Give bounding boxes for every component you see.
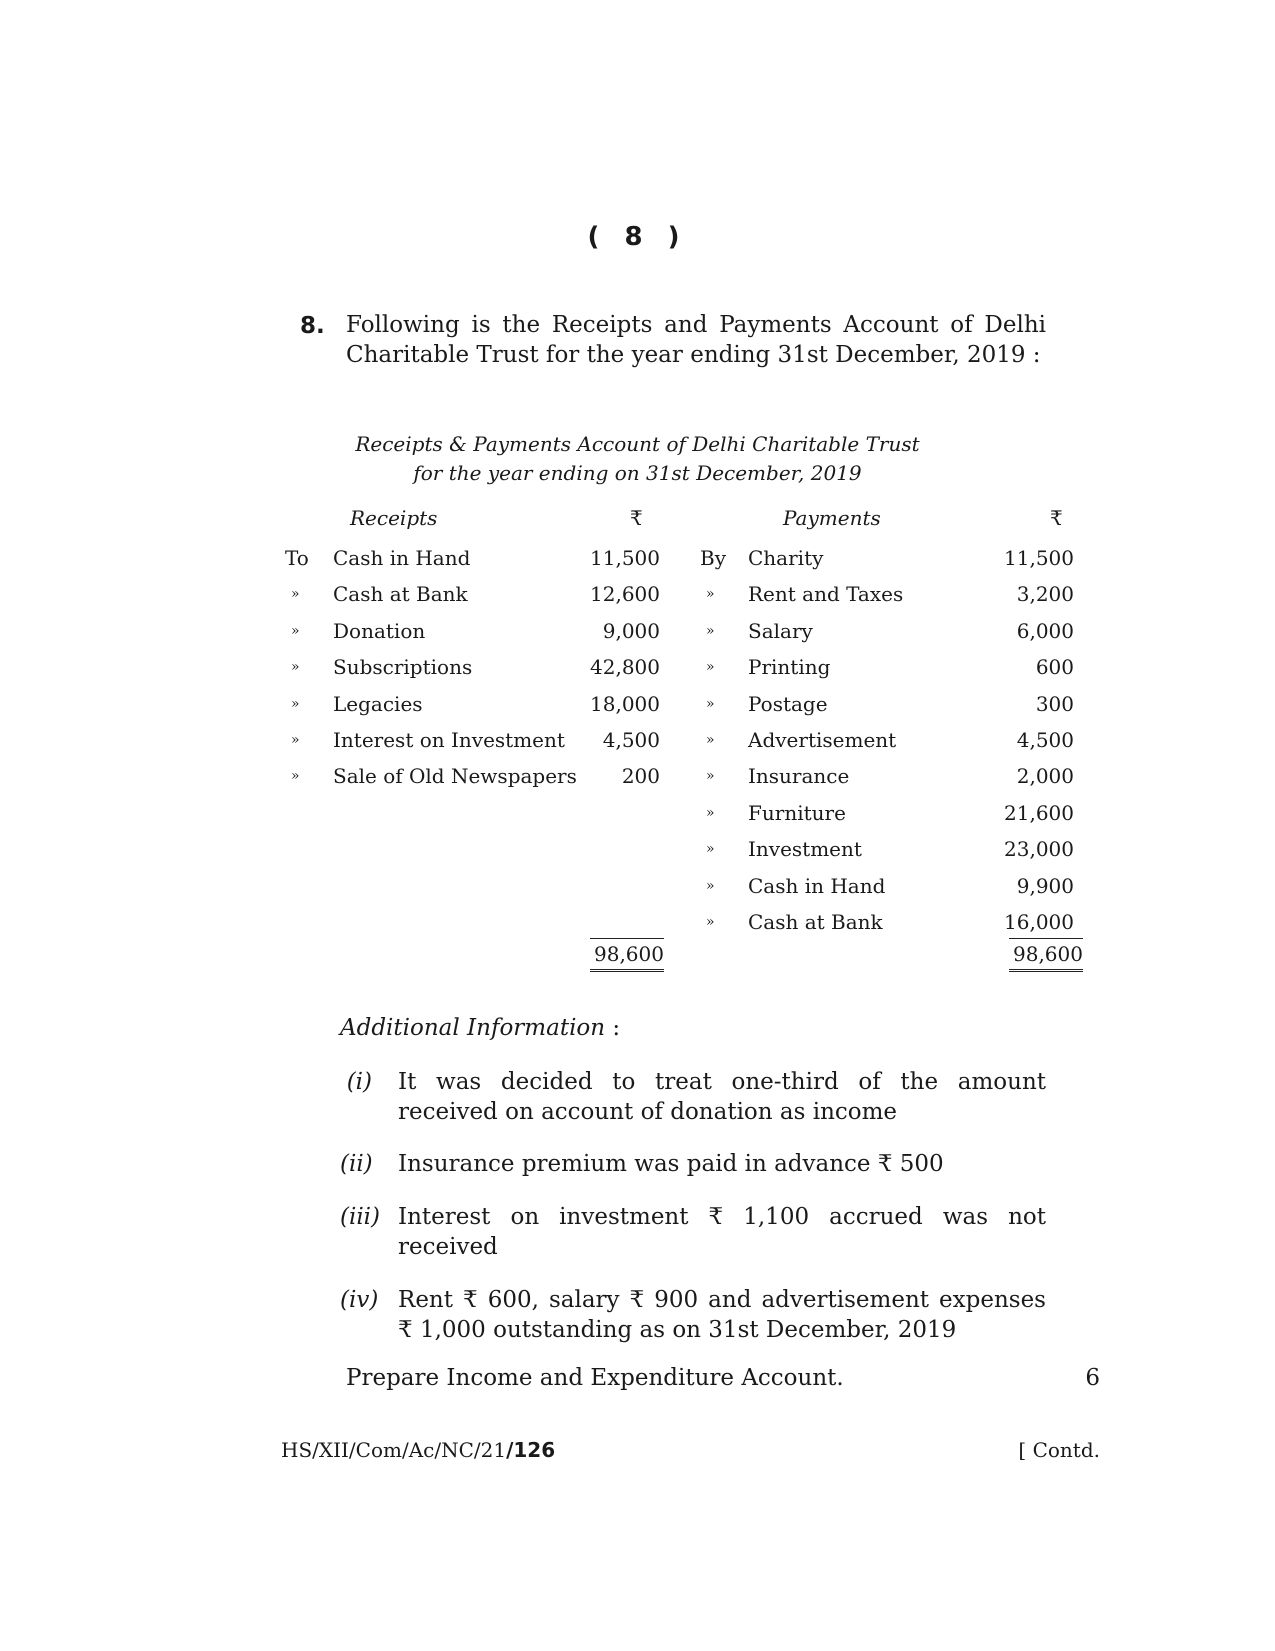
payment-row — [700, 652, 1100, 682]
payment-row-item: Rent and Taxes — [748, 582, 904, 607]
note-text: Interest on investment ₹ 1,100 accrued was not received — [398, 1204, 1046, 1260]
note-number: (iii) — [340, 1204, 381, 1230]
payment-row-prefix: » — [706, 732, 715, 748]
payment-row-prefix: » — [706, 659, 715, 676]
question-number: 8. — [300, 313, 325, 339]
receipt-row-amount: 12,600 — [590, 582, 660, 607]
receipt-row-prefix: » — [291, 695, 300, 712]
page-number: ( 8 ) — [587, 222, 688, 252]
additional-info-label: Additional Information — [340, 1015, 606, 1041]
payment-row-amount: 3,200 — [1016, 582, 1074, 607]
payment-row-item: Furniture — [748, 800, 846, 825]
payment-row-amount: 2,000 — [1016, 764, 1074, 789]
account-title-line2: for the year ending on 31st December, 2019 — [413, 461, 862, 485]
marks: 6 — [1085, 1365, 1100, 1391]
receipt-row-item: Legacies — [333, 691, 423, 716]
receipt-row-amount: 4,500 — [602, 728, 660, 752]
note-number: (ii) — [340, 1151, 373, 1177]
receipt-row-prefix: » — [291, 659, 300, 676]
payment-row-amount: 11,500 — [1004, 546, 1074, 570]
payment-row-amount: 9,900 — [1016, 873, 1074, 898]
note-item — [340, 1285, 1046, 1345]
receipts-header: Receipts — [350, 506, 438, 530]
receipt-row-item: Interest on Investment — [333, 728, 565, 752]
payment-row-amount: 300 — [1035, 691, 1074, 716]
payment-row-item: Postage — [748, 691, 828, 716]
payments-header: Payments — [783, 506, 881, 530]
receipt-row-prefix: » — [291, 586, 300, 603]
receipt-row-amount: 18,000 — [590, 691, 660, 716]
receipt-row-item: Sale of Old Newspapers — [333, 764, 577, 789]
receipt-row — [285, 689, 685, 719]
payment-row-amount: 16,000 — [1004, 910, 1074, 934]
receipts-currency-symbol: ₹ — [630, 506, 643, 530]
payment-row-prefix: » — [706, 841, 715, 858]
payment-row — [700, 725, 1100, 755]
receipts-total: 98,600 — [590, 938, 664, 972]
payment-row-item: Insurance — [748, 764, 850, 789]
note-text: Rent ₹ 600, salary ₹ 900 and advertisement expenses ₹ 1,000 outstanding as on 31st December, 2019 — [398, 1287, 1046, 1343]
note-text: Insurance premium was paid in advance ₹ 500 — [398, 1151, 944, 1177]
receipt-row — [285, 761, 685, 791]
payment-row — [700, 761, 1100, 791]
payment-row-prefix: » — [706, 768, 715, 785]
paper-code-bold: /126 — [506, 1438, 556, 1462]
note-text: It was decided to treat one-third of the amount received on account of donation as income — [398, 1069, 1046, 1125]
payment-row-amount: 21,600 — [1004, 800, 1074, 825]
account-title-line1: Receipts & Payments Account of Delhi Charitable Trust — [355, 432, 920, 456]
receipt-row-amount: 11,500 — [590, 546, 660, 570]
receipt-row-item: Cash in Hand — [333, 546, 471, 570]
paper-code — [281, 1438, 555, 1462]
receipt-row-item: Subscriptions — [333, 655, 473, 680]
receipt-row-amount: 200 — [621, 764, 660, 789]
receipt-row — [285, 579, 685, 609]
additional-info-colon: : — [612, 1015, 621, 1041]
payment-row-prefix: » — [706, 914, 715, 930]
payment-row-item: Salary — [748, 618, 813, 643]
receipt-row-prefix: » — [291, 732, 300, 748]
receipt-row — [285, 652, 685, 682]
payment-row — [700, 616, 1100, 646]
note-number: (i) — [346, 1069, 372, 1095]
payment-row-item: Advertisement — [748, 728, 897, 752]
account-title — [0, 430, 1275, 488]
payment-row-item: Printing — [748, 655, 831, 680]
payment-row-item: Investment — [748, 837, 862, 862]
payment-row — [700, 834, 1100, 864]
payment-row-amount: 23,000 — [1004, 837, 1074, 862]
payment-row-item: Charity — [748, 546, 824, 570]
payment-row-amount: 600 — [1035, 655, 1074, 680]
instruction-text: Prepare Income and Expenditure Account. — [346, 1365, 844, 1391]
payment-row-item: Cash at Bank — [748, 910, 883, 934]
payment-row-prefix: » — [706, 877, 715, 894]
note-item — [340, 1067, 1046, 1127]
payment-row-amount: 4,500 — [1016, 728, 1074, 752]
payment-row — [700, 579, 1100, 609]
receipt-row-prefix: » — [291, 622, 300, 639]
payment-row — [700, 543, 1100, 573]
continued-marker: [ Contd. — [1018, 1438, 1100, 1462]
additional-info-heading — [340, 1015, 620, 1041]
payments-currency-symbol: ₹ — [1050, 506, 1063, 530]
receipt-row-item: Cash at Bank — [333, 582, 468, 607]
payment-row-prefix: By — [700, 546, 726, 570]
receipt-row — [285, 543, 685, 573]
payment-row-prefix: » — [706, 586, 715, 603]
receipt-row-prefix: » — [291, 768, 300, 785]
receipt-row-prefix: To — [285, 546, 309, 570]
payment-row — [700, 798, 1100, 828]
payment-row-prefix: » — [706, 804, 715, 821]
note-item — [340, 1149, 1046, 1179]
receipt-row — [285, 725, 685, 755]
receipt-row-amount: 9,000 — [602, 618, 660, 643]
payment-row — [700, 689, 1100, 719]
payment-row — [700, 907, 1100, 937]
payments-total: 98,600 — [1009, 938, 1083, 972]
receipt-row — [285, 616, 685, 646]
payment-row-amount: 6,000 — [1016, 618, 1074, 643]
payment-row-prefix: » — [706, 695, 715, 712]
payment-row — [700, 871, 1100, 901]
payment-row-prefix: » — [706, 622, 715, 639]
receipt-row-item: Donation — [333, 618, 426, 643]
note-number: (iv) — [340, 1287, 379, 1313]
payment-row-item: Cash in Hand — [748, 873, 886, 898]
question-text: Following is the Receipts and Payments Account of Delhi Charitable Trust for the year ending 31st December, 2019 : — [346, 312, 1046, 368]
paper-code-text: HS/XII/Com/Ac/NC/21 — [281, 1438, 507, 1462]
receipt-row-amount: 42,800 — [590, 655, 660, 680]
note-item — [340, 1202, 1046, 1262]
